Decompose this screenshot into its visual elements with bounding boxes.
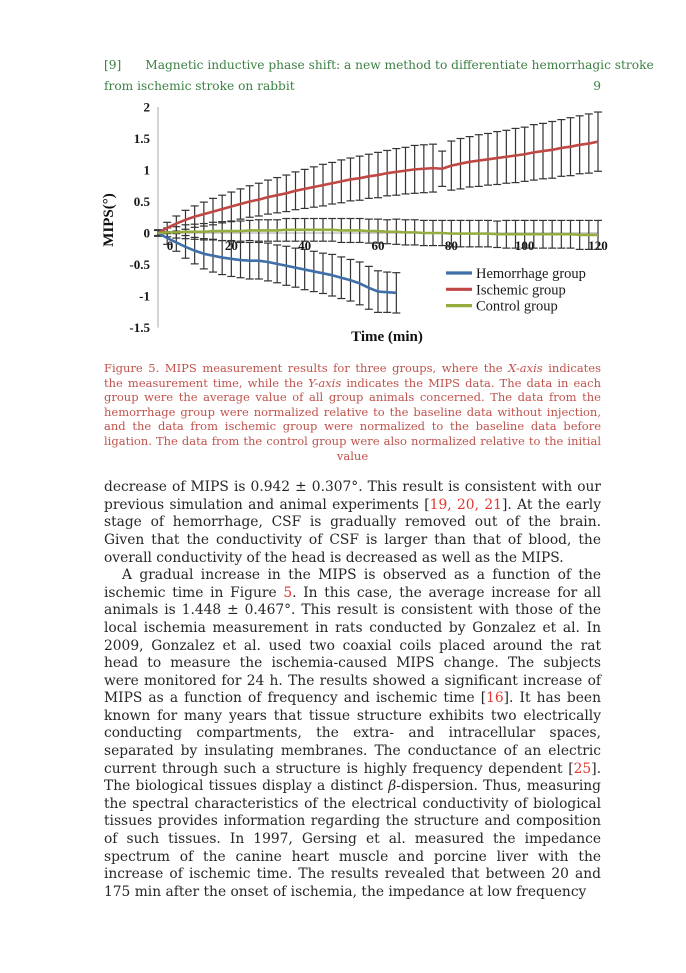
x-tick-label: 80: [444, 238, 458, 253]
y-tick-label: 0: [143, 225, 150, 241]
text-segment: ]. The biological tissues display a distinct: [104, 760, 601, 795]
italic-text: β: [388, 778, 397, 795]
x-tick-label: 120: [588, 238, 608, 253]
text-segment: indicates the measurement time, while the: [104, 361, 601, 390]
x-tick-label: 20: [224, 238, 238, 253]
text-segment: -dispersion. Thus, measuring the spectral characteristics of the electrical conductivity of biological tissues provides information regarding the structure and composition of such tissues. In 1997, Gersing et al. measured the impedance spectrum of the canine heart muscle and porcine liver with the increase of ischemic time. The results revealed that between 20 and 175 min after the onset of ischemia, the impedance at low frequency: [104, 778, 602, 900]
x-tick-label: 0: [166, 238, 174, 253]
y-tick-label: 1.5: [133, 131, 150, 146]
figure-5-chart: [100, 95, 620, 353]
citation-ref[interactable]: 19, 20, 21: [429, 496, 502, 513]
x-tick-label: 100: [514, 238, 535, 253]
header-line-2: [104, 76, 601, 97]
y-tick-label: -1.5: [129, 320, 150, 335]
x-tick-label: 40: [298, 238, 312, 253]
text-segment: indicates the MIPS data. The data in each group were the average value of all group animals concerned. The data from the hemorrhage group were normalized relative to the baseline data without injection, and the data from ischemic group were normalized to the baseline data before ligation. The data from the control group were also normalized relative to the initial value: [104, 375, 601, 463]
body-text: [104, 479, 601, 901]
paragraph-1: [104, 479, 601, 567]
header-line-1: [104, 55, 654, 76]
y-tick-label: -1: [139, 288, 150, 304]
y-tick-label: 0.5: [133, 194, 150, 209]
text-segment: A gradual increase in the MIPS is observed as a function of the ischemic time in Figure: [104, 567, 601, 601]
x-axis-title: Time (min): [351, 329, 423, 345]
citation-ref[interactable]: 5: [283, 584, 293, 601]
text-segment: . In this case, the average increase for all animals is 1.448 ± 0.467°. This result is consistent with those of the local ischemia measurement in rats conducted by Gonzalez et al. In 2009, Gonzalez et al. used two coaxial coils placed around the rat head to measure the ischemia-caused MIPS change. The subjects were monitored for 24 h. The results showed a significant increase of MIPS as a function of frequency and ischemic time [: [104, 584, 601, 707]
text-segment: ]. At the early stage of hemorrhage, CSF is gradually removed out of the brain. Given that the conductivity of CSF is larger than that of blood, the overall conductivity of the head is decreased as well as the MIPS.: [104, 496, 601, 566]
citation-ref-label: [9]: [104, 58, 122, 72]
citation-ref[interactable]: 16: [486, 690, 504, 707]
legend-label-control-group: Control group: [476, 298, 558, 315]
italic-text: Y-axis: [308, 375, 342, 390]
text-segment: Figure 5. MIPS measurement results for three groups, where the: [104, 361, 509, 375]
page-number: 9: [593, 78, 601, 93]
legend-label-ischemic-group: Ischemic group: [476, 282, 566, 299]
y-tick-label: 1: [143, 162, 150, 178]
text-segment: ]. It has been known for many years that tissue structure exhibits two electrically conducting compartments, the extra- and intracellular spaces, separated by insulating membranes. The conductance of an electric current through such a structure is highly frequency dependent [: [104, 690, 601, 777]
legend-label-hemorrhage-group: Hemorrhage group: [476, 266, 586, 282]
x-tick-label: 60: [371, 238, 385, 253]
figure-5-caption: [104, 361, 601, 463]
paragraph-2: [104, 567, 601, 901]
content-column: [101, 55, 654, 901]
text-segment: decrease of MIPS is 0.942 ± 0.307°. This result is consistent with our previous simulation and animal experiments [: [104, 479, 601, 513]
mips-line-chart: [100, 95, 620, 353]
y-axis-title: MIPS(°): [101, 193, 117, 247]
citation-ref[interactable]: 25: [573, 760, 592, 777]
paper-title-line-1: Magnetic inductive phase shift: a new method to differentiate hemorrhagic stroke: [145, 58, 654, 72]
running-header: [104, 55, 654, 96]
italic-text: X-axis: [508, 361, 543, 375]
y-tick-label: 2: [143, 99, 150, 115]
paper-title-line-2: from ischemic stroke on rabbit: [104, 78, 295, 93]
y-tick-label: -0.5: [129, 257, 150, 272]
